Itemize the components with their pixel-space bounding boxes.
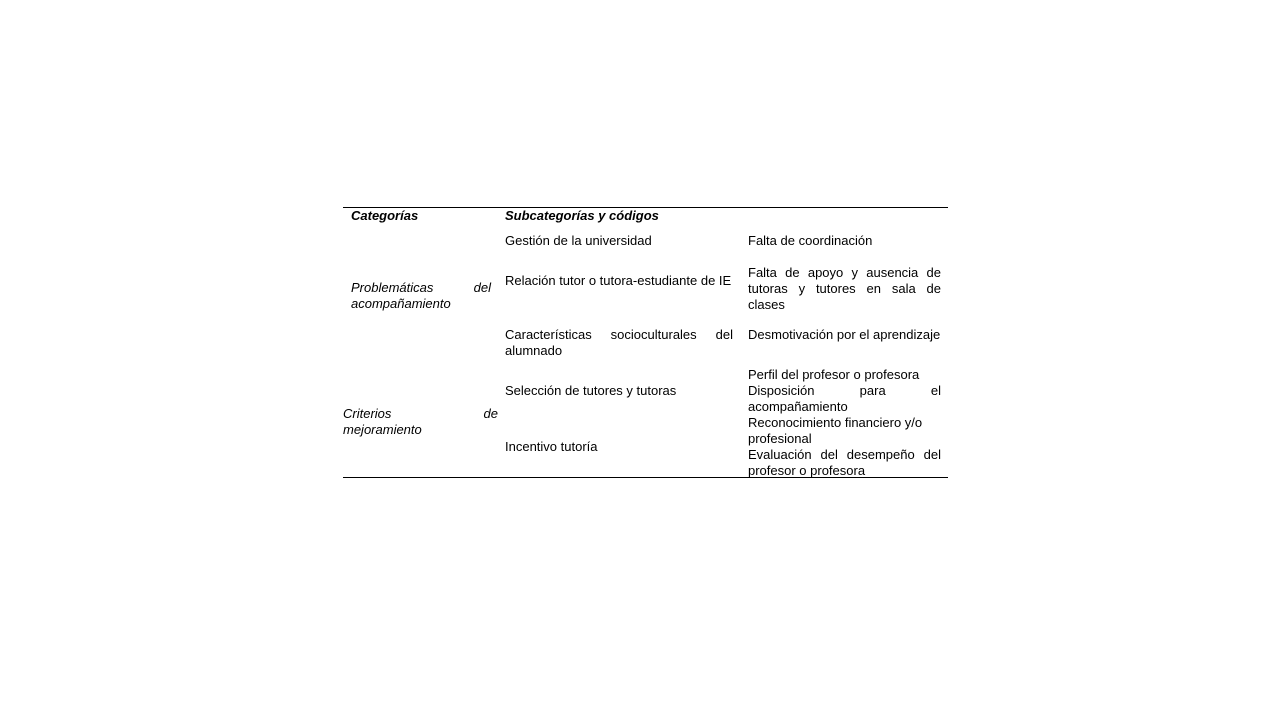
category-label-word: Problemáticas	[351, 280, 434, 295]
subcategory-seleccion: Selección de tutores y tutoras	[505, 383, 677, 398]
category-problematicas	[351, 280, 491, 312]
code-disposicion: Disposición para el acompañamiento	[748, 383, 941, 414]
category-label-line: acompañamiento	[351, 296, 451, 311]
code-evaluacion: Evaluación del desempeño del profesor o profesora	[748, 447, 941, 478]
subcategory-relacion: Relación tutor o tutora-estudiante de IE	[505, 273, 732, 288]
header-subcategories: Subcategorías y códigos	[505, 208, 659, 223]
category-label-word: del	[473, 280, 491, 295]
category-label-word: de	[483, 406, 498, 421]
subcategory-caracteristicas: Características socioculturales del alumnado	[505, 327, 733, 358]
code-falta-apoyo: Falta de apoyo y ausencia de tutoras y tutores en sala de clases	[748, 265, 941, 312]
subcategory-gestion: Gestión de la universidad	[505, 233, 652, 248]
header-categories: Categorías	[351, 208, 419, 223]
code-falta-coordinacion: Falta de coordinación	[748, 233, 873, 248]
code-perfil: Perfil del profesor o profesora	[748, 367, 920, 382]
category-label-word: Criterios	[343, 406, 392, 421]
category-criterios	[343, 406, 498, 438]
code-reconocimiento: Reconocimiento financiero y/o profesional	[748, 415, 923, 446]
categories-table	[343, 207, 948, 478]
category-label-line: mejoramiento	[343, 422, 422, 437]
subcategory-incentivo: Incentivo tutoría	[505, 439, 598, 454]
code-desmotivacion: Desmotivación por el aprendizaje	[748, 327, 941, 342]
